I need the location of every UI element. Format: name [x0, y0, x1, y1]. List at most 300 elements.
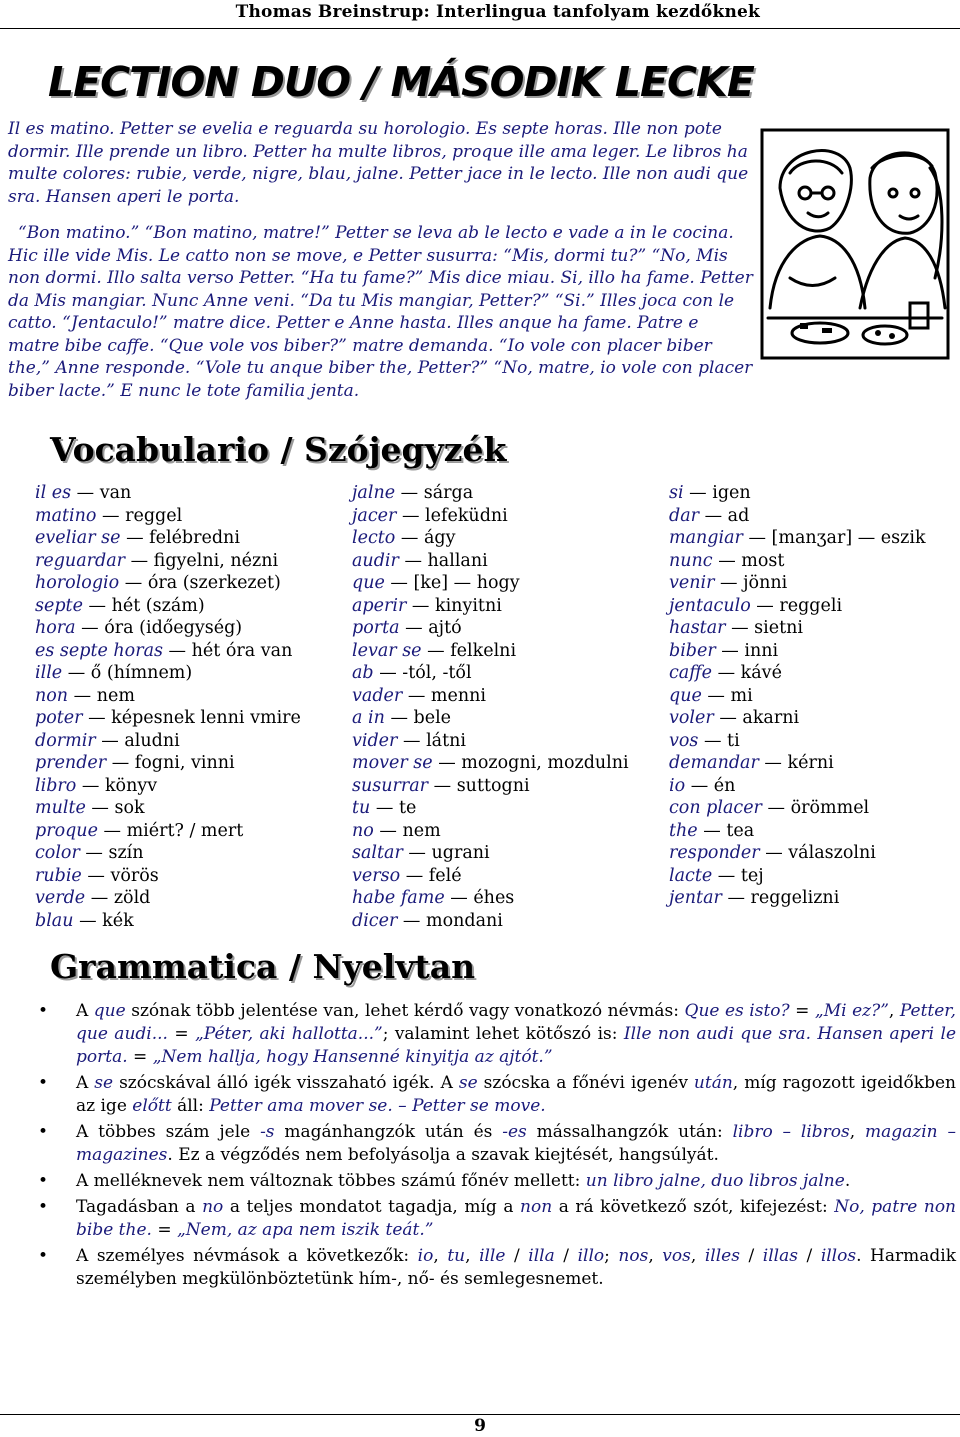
vocabulary-term: biber	[669, 640, 716, 661]
vocabulary-meaning: kinyitni	[434, 595, 502, 616]
grammar-text: A személyes névmások a következők:	[76, 1246, 418, 1266]
vocabulary-meaning: jönni	[743, 573, 788, 593]
vocabulary-term: con placer	[669, 798, 762, 818]
story-paragraph-1: Il es matino. Petter se evelia e reguarda su horologio. Es septe horas. Ille non pote dormir. Ille prende un libro. Petter ha multe libros, proque ille ama leger. Le libros ha multe colores: rubie, verde, nigre, blau, jalne. Petter jace in le lecto. Ille non audi que sra. Hansen aperi le porta.	[8, 119, 749, 207]
vocabulary-meaning: szín	[108, 843, 144, 863]
bullet-icon: •	[38, 1171, 49, 1191]
vocabulary-dash: —	[712, 550, 742, 571]
vocabulary-meaning: ajtó	[428, 618, 462, 638]
vocabulary-meaning: most	[741, 550, 785, 571]
grammar-example: után	[693, 1073, 733, 1093]
vocabulary-entry	[352, 572, 629, 595]
vocabulary-meaning: [manʒar] — eszik	[771, 528, 926, 548]
grammar-example: Petter ama mover se. – Petter se move.	[209, 1096, 546, 1116]
vocabulary-term: eveliar se	[35, 528, 121, 548]
vocabulary-entry	[35, 865, 301, 888]
grammar-text: a teljes mondatot tagadja, míg a	[223, 1197, 521, 1217]
grammar-text: /	[797, 1246, 821, 1266]
vocabulary-term: color	[35, 843, 80, 863]
grammar-example: que	[93, 1001, 126, 1021]
vocabulary-entry	[35, 910, 301, 933]
vocabulary-meaning: akarni	[742, 708, 800, 728]
vocabulary-term: poter	[35, 708, 83, 728]
grammar-text: a rá következő szót, kifejezést:	[552, 1197, 835, 1217]
vocabulary-dash: —	[384, 708, 414, 728]
vocabulary-meaning: én	[713, 775, 736, 796]
vocabulary-entry	[352, 707, 629, 730]
vocabulary-dash: —	[95, 730, 125, 751]
vocabulary-meaning: hét óra van	[191, 640, 293, 661]
grammar-example: un libro jalne, duo libros jalne	[585, 1171, 845, 1191]
vocabulary-entry	[669, 775, 926, 798]
vocabulary-dash: —	[395, 528, 424, 548]
vocabulary-term: lacte	[669, 865, 713, 886]
vocabulary-meaning: felé	[428, 865, 462, 886]
vocabulary-dash: —	[725, 618, 755, 638]
vocabulary-term: vos	[669, 730, 699, 751]
grammar-example: nos	[618, 1246, 649, 1266]
vocabulary-entry	[669, 482, 926, 505]
vocabulary-meaning: tej	[740, 865, 764, 886]
vocabulary-dash: —	[400, 865, 429, 886]
grammar-example: Ille non audi que sra. Hansen aperi le porta.	[76, 1024, 957, 1067]
grammar-text: =	[127, 1047, 153, 1067]
vocabulary-meaning: kérni	[787, 753, 834, 773]
bullet-icon: •	[38, 1246, 49, 1266]
vocabulary-entry	[35, 640, 301, 663]
grammar-example: illo	[577, 1246, 605, 1266]
vocabulary-entry	[352, 865, 629, 888]
vocabulary-entry	[352, 887, 629, 910]
vocabulary-meaning: látni	[426, 730, 466, 751]
vocabulary-dash: —	[712, 663, 741, 683]
vocabulary-entry	[669, 685, 926, 708]
vocabulary-dash: —	[97, 820, 127, 841]
bullet-icon: •	[38, 1073, 49, 1093]
vocabulary-term: lecto	[352, 528, 396, 548]
grammar-text: szócska a főnévi igenév	[477, 1073, 694, 1093]
vocabulary-dash: —	[71, 483, 100, 503]
vocabulary-entry	[669, 550, 926, 573]
vocabulary-entry	[352, 595, 629, 618]
vocabulary-dash: —	[699, 505, 728, 526]
vocabulary-term: tu	[352, 798, 371, 818]
vocabulary-dash: —	[685, 775, 714, 796]
grammar-point	[36, 1170, 956, 1193]
vocabulary-dash: —	[444, 888, 474, 908]
vocabulary-meaning: igen	[712, 483, 751, 503]
footer-rule	[0, 1414, 960, 1415]
vocabulary-entry	[35, 550, 301, 573]
vocabulary-title: Vocabulario / Szójegyzék	[50, 430, 507, 469]
vocabulary-entry	[35, 505, 301, 528]
vocabulary-meaning: felkelni	[450, 640, 517, 661]
vocabulary-dash: —	[125, 550, 154, 571]
vocabulary-term: verso	[352, 865, 401, 886]
vocabulary-entry	[35, 730, 301, 753]
vocabulary-term: demandar	[669, 753, 759, 773]
vocabulary-meaning: képesnek lenni vmire	[111, 708, 301, 728]
vocabulary-term: matino	[35, 505, 97, 526]
vocabulary-meaning: sok	[114, 798, 145, 818]
vocabulary-term: non	[35, 685, 69, 706]
vocabulary-meaning: ad	[727, 505, 750, 526]
grammar-example: non	[520, 1197, 553, 1217]
grammar-example: illa	[528, 1246, 555, 1266]
vocabulary-entry	[352, 640, 629, 663]
vocabulary-entry	[352, 820, 629, 843]
vocabulary-term: libro	[35, 775, 77, 796]
vocabulary-entry	[669, 752, 926, 775]
vocabulary-meaning: mi	[730, 685, 753, 706]
grammar-example: „Nem hallja, hogy Hansenné kinyitja az ajtót.”	[152, 1047, 553, 1067]
vocabulary-term: a in	[352, 708, 385, 728]
vocabulary-dash: —	[397, 730, 427, 751]
vocabulary-meaning: ágy	[423, 528, 456, 548]
vocabulary-meaning: kék	[102, 910, 134, 931]
vocabulary-term: aperir	[352, 595, 407, 616]
vocabulary-meaning: inni	[744, 640, 779, 661]
vocabulary-meaning: óra (időegység)	[104, 618, 243, 638]
vocabulary-dash: —	[162, 640, 192, 661]
vocabulary-meaning: zöld	[113, 888, 151, 908]
bullet-icon: •	[38, 1001, 49, 1021]
vocabulary-term: venir	[669, 573, 715, 593]
vocabulary-column-1	[35, 482, 301, 932]
vocabulary-meaning: aludni	[124, 730, 180, 751]
vocabulary-term: rubie	[35, 865, 82, 886]
vocabulary-entry	[35, 842, 301, 865]
vocabulary-entry	[669, 572, 926, 595]
vocabulary-dash: —	[397, 910, 426, 931]
grammar-text: magánhangzók után és	[274, 1122, 503, 1142]
vocabulary-term: levar se	[352, 640, 422, 661]
vocabulary-entry	[35, 775, 301, 798]
vocabulary-entry	[35, 595, 301, 618]
vocabulary-dash: —	[68, 685, 97, 706]
vocabulary-entry	[669, 797, 926, 820]
vocabulary-term: audir	[352, 550, 399, 571]
vocabulary-entry	[352, 527, 629, 550]
vocabulary-entry	[352, 752, 629, 775]
grammar-text: /	[739, 1246, 763, 1266]
vocabulary-dash: —	[120, 528, 150, 548]
vocabulary-entry	[669, 820, 926, 843]
vocabulary-term: vider	[352, 730, 398, 751]
vocabulary-dash: —	[96, 505, 126, 526]
vocabulary-entry	[669, 865, 926, 888]
grammar-text: ; valamint lehet kötőszó is:	[382, 1024, 624, 1044]
grammar-text: áll:	[171, 1096, 210, 1116]
vocabulary-entry	[35, 617, 301, 640]
vocabulary-meaning: reggeli	[779, 595, 843, 616]
vocabulary-term: blau	[35, 910, 74, 931]
grammar-example: vos	[662, 1246, 691, 1266]
vocabulary-term: que	[352, 573, 385, 593]
story-paragraph-2: “Bon matino.” “Bon matino, matre!” Petter se leva ab le lecto e vade a in le cocina. Hic ille vide Mis. Le catto non se move, e Petter susurra: “Mis, dormi tu?” “No, Mis non dormi. Illo salta verso Petter. “Ha tu fame?” Mis dice miau. Si, illo ha fame. Petter da Mis mangiar. Nunc Anne veni. “Da tu Mis mangiar, Petter?” “Si.” Illes joca con le catto. “Jentaculo!” matre dice. Petter e Anne hasta. Illes anque ha fame. Patre e matre bibe caffe. “Que vole vos biber?” matre demanda. “Io vole con placer biber the,” Anne responde. “Vole tu anque biber the, Petter?” “No, matre, io vole con placer biber lacte.” E nunc le tote familia jenta.	[8, 223, 753, 401]
vocabulary-entry	[669, 527, 926, 550]
vocabulary-dash: —	[701, 685, 731, 706]
vocabulary-dash: —	[79, 843, 109, 863]
grammar-point	[36, 1000, 956, 1069]
vocabulary-entry	[669, 595, 926, 618]
vocabulary-meaning: örömmel	[790, 798, 870, 818]
vocabulary-dash: —	[698, 730, 728, 751]
vocabulary-term: il es	[35, 483, 72, 503]
vocabulary-meaning: fogni, vinni	[134, 753, 235, 773]
grammar-text: A	[76, 1001, 94, 1021]
vocabulary-entry	[35, 887, 301, 910]
vocabulary-dash: —	[742, 528, 772, 548]
vocabulary-dash: —	[697, 820, 727, 841]
vocabulary-entry	[352, 550, 629, 573]
vocabulary-dash: —	[106, 753, 135, 773]
vocabulary-dash: —	[395, 483, 424, 503]
vocabulary-term: septe	[35, 595, 83, 616]
vocabulary-dash: —	[428, 775, 457, 796]
grammar-example: se	[458, 1073, 478, 1093]
vocabulary-entry	[352, 482, 629, 505]
grammar-text: =	[789, 1001, 815, 1021]
grammar-point	[36, 1072, 956, 1118]
vocabulary-term: verde	[35, 888, 86, 908]
grammar-text: A többes szám jele	[76, 1122, 261, 1142]
vocabulary-column-2	[352, 482, 629, 932]
grammar-example: ille	[479, 1246, 506, 1266]
vocabulary-meaning: -tól, -től	[402, 663, 472, 683]
vocabulary-dash: —	[714, 573, 744, 593]
vocabulary-term: nunc	[669, 550, 713, 571]
vocabulary-entry	[35, 527, 301, 550]
grammar-example: előtt	[132, 1096, 172, 1116]
vocabulary-meaning: kávé	[740, 663, 782, 683]
vocabulary-term: caffe	[669, 663, 712, 683]
grammar-text: ,	[433, 1246, 448, 1266]
vocabulary-meaning: ti	[727, 730, 740, 751]
grammar-example: „Nem, az apa nem iszik teát.”	[176, 1220, 434, 1240]
vocabulary-entry	[669, 842, 926, 865]
grammar-example: se	[94, 1073, 114, 1093]
vocabulary-term: habe fame	[352, 888, 445, 908]
vocabulary-entry	[352, 775, 629, 798]
vocabulary-dash: —	[119, 573, 148, 593]
vocabulary-entry	[35, 662, 301, 685]
vocabulary-term: proque	[35, 820, 98, 841]
vocabulary-entry	[352, 910, 629, 933]
vocabulary-entry	[35, 572, 301, 595]
vocabulary-dash: —	[75, 618, 105, 638]
grammar-point	[36, 1245, 956, 1291]
vocabulary-term: hastar	[669, 618, 726, 638]
vocabulary-dash: —	[85, 888, 114, 908]
header-rule	[0, 28, 960, 29]
vocabulary-meaning: nem	[96, 685, 135, 706]
vocabulary-meaning: figyelni, nézni	[153, 550, 279, 571]
vocabulary-entry	[35, 820, 301, 843]
grammar-example: -es	[502, 1122, 527, 1142]
vocabulary-dash: —	[683, 483, 713, 503]
grammar-point	[36, 1196, 956, 1242]
grammar-example: No, patre non bibe the.	[76, 1197, 957, 1240]
vocabulary-meaning: sietni	[754, 618, 804, 638]
grammar-text: mássalhangzók után:	[526, 1122, 733, 1142]
vocabulary-dash: —	[82, 595, 112, 616]
vocabulary-entry	[669, 505, 926, 528]
grammar-text: Tagadásban a	[76, 1197, 203, 1217]
vocabulary-dash: —	[750, 595, 780, 616]
vocabulary-entry	[669, 707, 926, 730]
vocabulary-meaning: felébredni	[149, 528, 240, 548]
vocabulary-dash: —	[758, 753, 788, 773]
vocabulary-entry	[669, 887, 926, 910]
vocabulary-entry	[35, 797, 301, 820]
grammar-example: magazin – magazines	[76, 1122, 956, 1165]
grammar-text: ,	[888, 1001, 900, 1021]
vocabulary-entry	[352, 617, 629, 640]
vocabulary-term: prender	[35, 753, 107, 773]
bullet-icon: •	[38, 1122, 49, 1142]
vocabulary-term: the	[669, 820, 698, 841]
vocabulary-dash: —	[759, 843, 789, 863]
grammar-text: ;	[604, 1246, 619, 1266]
grammar-text: =	[151, 1220, 177, 1240]
grammar-text: , míg ragozott igeidőkben az ige	[76, 1073, 956, 1116]
grammar-text: szócskával álló igék visszaható igék. A	[113, 1073, 459, 1093]
vocabulary-meaning: válaszolni	[788, 843, 876, 863]
vocabulary-meaning: te	[398, 798, 417, 818]
grammar-example: no	[202, 1197, 224, 1217]
grammar-text: =	[167, 1024, 195, 1044]
vocabulary-term: vader	[352, 685, 403, 706]
vocabulary-entry	[352, 730, 629, 753]
vocabulary-entry	[669, 617, 926, 640]
vocabulary-dash: —	[761, 798, 791, 818]
vocabulary-dash: —	[76, 775, 105, 796]
vocabulary-term: dicer	[352, 910, 398, 931]
grammar-example: tu	[447, 1246, 466, 1266]
grammar-text: ,	[648, 1246, 663, 1266]
vocabulary-entry	[669, 640, 926, 663]
grammar-example: illas	[762, 1246, 798, 1266]
vocabulary-dash: —	[384, 573, 414, 593]
vocabulary-entry	[352, 505, 629, 528]
vocabulary-dash: —	[713, 708, 743, 728]
vocabulary-entry	[352, 685, 629, 708]
vocabulary-term: dar	[669, 505, 700, 526]
vocabulary-meaning: mondani	[425, 910, 503, 931]
vocabulary-term: horologio	[35, 573, 120, 593]
vocabulary-dash: —	[82, 708, 112, 728]
vocabulary-dash: —	[373, 663, 403, 683]
vocabulary-meaning: bele	[413, 708, 452, 728]
vocabulary-term: jentaculo	[669, 595, 751, 616]
grammar-example: „Péter, aki hallotta...”	[195, 1024, 383, 1044]
grammar-text: /	[505, 1246, 529, 1266]
story-text	[8, 118, 753, 402]
vocabulary-meaning: suttogni	[456, 775, 530, 796]
vocabulary-meaning: reggel	[125, 505, 183, 526]
vocabulary-meaning: sárga	[423, 483, 474, 503]
grammar-example: -s	[260, 1122, 275, 1142]
grammar-example: Petter, que audi...	[76, 1001, 956, 1044]
grammar-text: ,	[690, 1246, 705, 1266]
vocabulary-meaning: tea	[726, 820, 755, 841]
grammar-text: . Harmadik személyben megkülönböztetünk hím-, nő- és semlegesnemet.	[76, 1246, 957, 1289]
vocabulary-meaning: éhes	[473, 888, 515, 908]
vocabulary-term: ille	[35, 663, 63, 683]
vocabulary-entry	[352, 662, 629, 685]
vocabulary-meaning: hét (szám)	[111, 595, 205, 616]
vocabulary-term: jalne	[352, 483, 396, 503]
grammar-example: libro – libros	[732, 1122, 850, 1142]
vocabulary-dash: —	[721, 888, 751, 908]
vocabulary-column-3	[669, 482, 926, 910]
grammar-example: „Mi ez?”	[814, 1001, 889, 1021]
vocabulary-term: dormir	[35, 730, 96, 751]
vocabulary-dash: —	[62, 663, 91, 683]
vocabulary-dash: —	[406, 595, 435, 616]
vocabulary-dash: —	[402, 685, 431, 706]
grammar-example: illos	[820, 1246, 857, 1266]
page-number: 9	[474, 1416, 486, 1436]
grammar-text: A melléknevek nem változnak többes számú főnév mellett:	[76, 1171, 586, 1191]
vocabulary-dash: —	[432, 753, 462, 773]
vocabulary-meaning: mozogni, mozdulni	[461, 753, 629, 773]
vocabulary-entry	[352, 797, 629, 820]
vocabulary-dash: —	[370, 798, 399, 818]
vocabulary-term: que	[669, 685, 702, 706]
vocabulary-term: no	[352, 820, 374, 841]
vocabulary-term: saltar	[352, 843, 403, 863]
vocabulary-dash: —	[373, 820, 403, 841]
vocabulary-term: hora	[35, 618, 76, 638]
vocabulary-dash: —	[85, 798, 115, 818]
grammar-text: A	[76, 1073, 95, 1093]
vocabulary-dash: —	[73, 910, 103, 931]
grammar-text: /	[554, 1246, 578, 1266]
bullet-icon: •	[38, 1197, 49, 1217]
vocabulary-meaning: vörös	[110, 865, 159, 886]
vocabulary-meaning: miért? / mert	[126, 820, 244, 841]
vocabulary-dash: —	[81, 865, 111, 886]
vocabulary-meaning: reggelizni	[750, 888, 840, 908]
grammar-title: Grammatica / Nyelvtan	[50, 947, 476, 986]
vocabulary-meaning: van	[99, 483, 132, 503]
grammar-text: szónak több jelentése van, lehet kérdő vagy vonatkozó névmás:	[125, 1001, 685, 1021]
vocabulary-term: porta	[352, 618, 400, 638]
vocabulary-entry	[669, 730, 926, 753]
vocabulary-term: responder	[669, 843, 760, 863]
vocabulary-entry	[352, 842, 629, 865]
grammar-text: . Ez a végződés nem befolyásolja a szavak kiejtését, hangsúlyát.	[167, 1145, 719, 1165]
vocabulary-meaning: ő (hímnem)	[90, 663, 193, 683]
vocabulary-dash: —	[402, 843, 432, 863]
vocabulary-meaning: lefeküdni	[425, 505, 508, 526]
vocabulary-term: mover se	[352, 753, 433, 773]
grammar-text: ,	[465, 1246, 480, 1266]
vocabulary-entry	[669, 662, 926, 685]
family-breakfast-illustration	[760, 128, 950, 360]
vocabulary-term: jentar	[669, 888, 722, 908]
grammar-point	[36, 1121, 956, 1167]
vocabulary-meaning: ugrani	[431, 843, 490, 863]
vocabulary-dash: —	[715, 640, 745, 661]
vocabulary-term: ab	[352, 663, 374, 683]
vocabulary-term: voler	[669, 708, 714, 728]
vocabulary-meaning: hallani	[427, 550, 488, 571]
grammar-text: ,	[849, 1122, 866, 1142]
vocabulary-dash: —	[396, 505, 426, 526]
